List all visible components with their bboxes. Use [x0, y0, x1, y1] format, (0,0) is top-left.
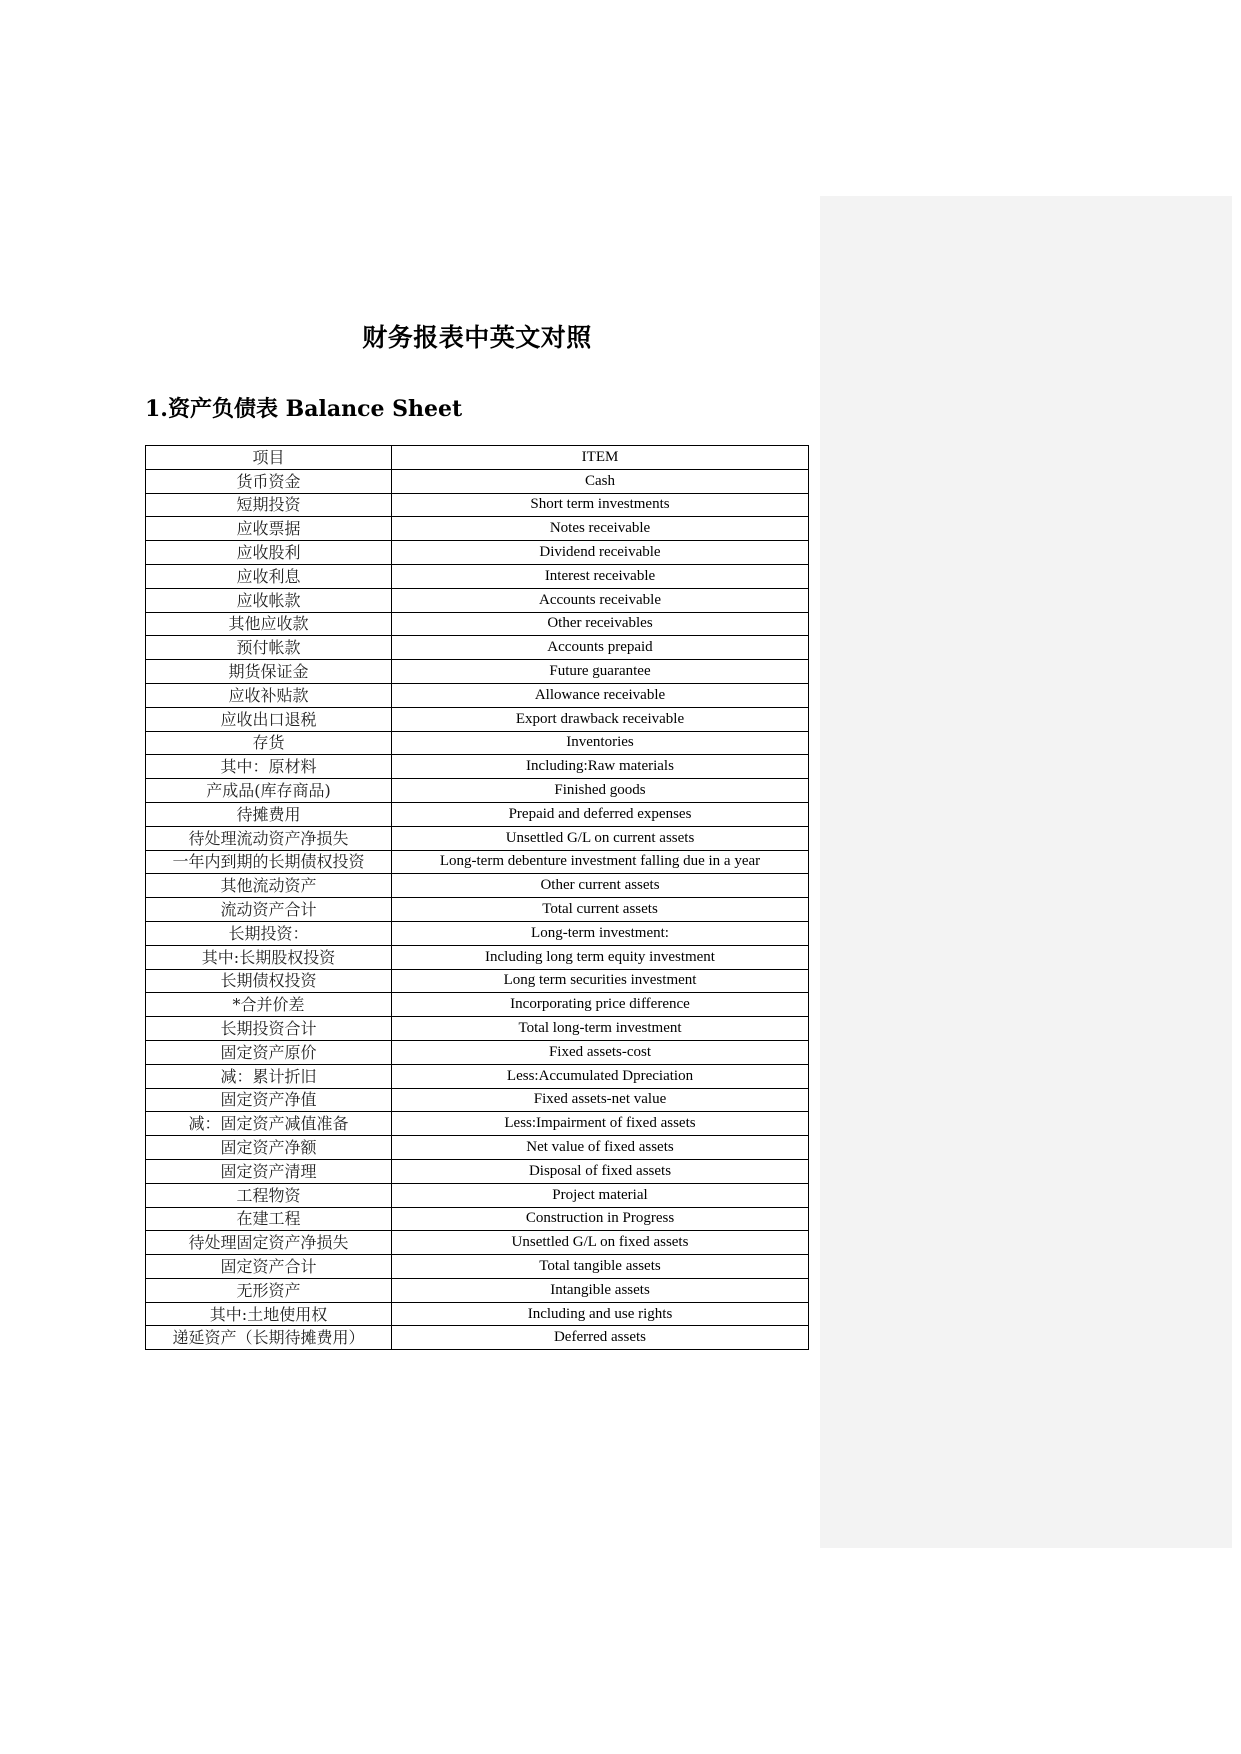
term-cell-en: Export drawback receivable	[392, 707, 809, 731]
term-cell-en: Including long term equity investment	[392, 945, 809, 969]
table-row	[146, 1278, 809, 1302]
term-cell-en: Including:Raw materials	[392, 755, 809, 779]
term-cell-en: Cash	[392, 469, 809, 493]
term-cell-en: Incorporating price difference	[392, 993, 809, 1017]
term-cell-en: Future guarantee	[392, 660, 809, 684]
term-cell-zh: 工程物资	[146, 1183, 392, 1207]
table-row	[146, 945, 809, 969]
table-row	[146, 1064, 809, 1088]
term-cell-zh: 货币资金	[146, 469, 392, 493]
table-row	[146, 731, 809, 755]
term-cell-en: Notes receivable	[392, 517, 809, 541]
table-row	[146, 802, 809, 826]
table-row	[146, 683, 809, 707]
term-cell-en: Unsettled G/L on current assets	[392, 826, 809, 850]
term-cell-en: Deferred assets	[392, 1326, 809, 1350]
term-cell-en: Inventories	[392, 731, 809, 755]
term-cell-zh: *合并价差	[146, 993, 392, 1017]
table-row	[146, 564, 809, 588]
table-row	[146, 1136, 809, 1160]
term-cell-en: Long-term investment:	[392, 921, 809, 945]
term-cell-zh: 短期投资	[146, 493, 392, 517]
table-row	[146, 1326, 809, 1350]
term-cell-zh: 减：累计折旧	[146, 1064, 392, 1088]
table-row	[146, 660, 809, 684]
table-row	[146, 1207, 809, 1231]
term-cell-zh: 减：固定资产减值准备	[146, 1112, 392, 1136]
term-cell-zh: 固定资产净额	[146, 1136, 392, 1160]
term-cell-en: Net value of fixed assets	[392, 1136, 809, 1160]
term-cell-en: Including and use rights	[392, 1302, 809, 1326]
term-cell-zh: 待处理固定资产净损失	[146, 1231, 392, 1255]
table-header-row	[146, 446, 809, 470]
term-cell-zh: 应收票据	[146, 517, 392, 541]
table-row	[146, 588, 809, 612]
term-cell-zh: 产成品(库存商品)	[146, 779, 392, 803]
table-row	[146, 898, 809, 922]
table-row	[146, 469, 809, 493]
table-row	[146, 612, 809, 636]
table-row	[146, 850, 809, 874]
term-cell-zh: 应收利息	[146, 564, 392, 588]
term-cell-en: Total long-term investment	[392, 1017, 809, 1041]
table-row	[146, 541, 809, 565]
table-row	[146, 1112, 809, 1136]
term-cell-zh: 流动资产合计	[146, 898, 392, 922]
term-cell-zh: 长期投资：	[146, 921, 392, 945]
term-cell-en: Less:Impairment of fixed assets	[392, 1112, 809, 1136]
term-cell-zh: 应收出口退税	[146, 707, 392, 731]
term-cell-zh: 期货保证金	[146, 660, 392, 684]
header-cell-en: ITEM	[392, 446, 809, 470]
term-cell-zh: 待摊费用	[146, 802, 392, 826]
term-cell-zh: 待处理流动资产净损失	[146, 826, 392, 850]
table-row	[146, 826, 809, 850]
table-row	[146, 707, 809, 731]
term-cell-en: Project material	[392, 1183, 809, 1207]
term-cell-en: Fixed assets-net value	[392, 1088, 809, 1112]
term-cell-en: Prepaid and deferred expenses	[392, 802, 809, 826]
term-cell-zh: 一年内到期的长期债权投资	[146, 850, 392, 874]
term-cell-en: Short term investments	[392, 493, 809, 517]
term-cell-zh: 预付帐款	[146, 636, 392, 660]
term-cell-en: Dividend receivable	[392, 541, 809, 565]
term-cell-zh: 应收股利	[146, 541, 392, 565]
term-cell-en: Accounts receivable	[392, 588, 809, 612]
term-cell-en: Construction in Progress	[392, 1207, 809, 1231]
term-cell-en: Intangible assets	[392, 1278, 809, 1302]
term-cell-en: Unsettled G/L on fixed assets	[392, 1231, 809, 1255]
table-row	[146, 493, 809, 517]
term-cell-zh: 应收补贴款	[146, 683, 392, 707]
term-cell-en: Long-term debenture investment falling due in a year	[392, 850, 809, 874]
table-row	[146, 1231, 809, 1255]
table-row	[146, 1088, 809, 1112]
table-row	[146, 1302, 809, 1326]
term-cell-en: Total tangible assets	[392, 1255, 809, 1279]
section-heading: 1.资产负债表 Balance Sheet	[145, 396, 463, 422]
table-row	[146, 1255, 809, 1279]
term-cell-zh: 固定资产合计	[146, 1255, 392, 1279]
table-row	[146, 969, 809, 993]
table-row	[146, 1159, 809, 1183]
term-cell-zh: 长期债权投资	[146, 969, 392, 993]
table-row	[146, 921, 809, 945]
term-cell-zh: 固定资产原价	[146, 1040, 392, 1064]
term-cell-zh: 在建工程	[146, 1207, 392, 1231]
term-cell-en: Disposal of fixed assets	[392, 1159, 809, 1183]
term-cell-en: Accounts prepaid	[392, 636, 809, 660]
term-cell-zh: 固定资产清理	[146, 1159, 392, 1183]
table-row	[146, 517, 809, 541]
term-cell-zh: 长期投资合计	[146, 1017, 392, 1041]
term-cell-en: Total current assets	[392, 898, 809, 922]
document-title: 财务报表中英文对照	[362, 323, 592, 352]
term-cell-en: Finished goods	[392, 779, 809, 803]
term-cell-zh: 其中:土地使用权	[146, 1302, 392, 1326]
table-row	[146, 1183, 809, 1207]
term-cell-en: Other current assets	[392, 874, 809, 898]
table-row	[146, 779, 809, 803]
header-cell-zh: 项目	[146, 446, 392, 470]
term-cell-en: Allowance receivable	[392, 683, 809, 707]
term-cell-zh: 固定资产净值	[146, 1088, 392, 1112]
term-cell-zh: 其他应收款	[146, 612, 392, 636]
term-cell-en: Interest receivable	[392, 564, 809, 588]
term-cell-zh: 无形资产	[146, 1278, 392, 1302]
term-cell-zh: 存货	[146, 731, 392, 755]
table-row	[146, 636, 809, 660]
term-cell-en: Fixed assets-cost	[392, 1040, 809, 1064]
comment-margin-panel	[820, 196, 1232, 1548]
term-cell-zh: 递延资产（长期待摊费用）	[146, 1326, 392, 1350]
balance-sheet-term-table	[145, 445, 809, 1350]
term-cell-zh: 其他流动资产	[146, 874, 392, 898]
term-cell-zh: 应收帐款	[146, 588, 392, 612]
term-cell-en: Long term securities investment	[392, 969, 809, 993]
table-row	[146, 755, 809, 779]
term-cell-zh: 其中:长期股权投资	[146, 945, 392, 969]
term-cell-zh: 其中：原材料	[146, 755, 392, 779]
table-row	[146, 1040, 809, 1064]
table-row	[146, 993, 809, 1017]
term-cell-en: Less:Accumulated Dpreciation	[392, 1064, 809, 1088]
term-cell-en: Other receivables	[392, 612, 809, 636]
table-row	[146, 1017, 809, 1041]
table-row	[146, 874, 809, 898]
